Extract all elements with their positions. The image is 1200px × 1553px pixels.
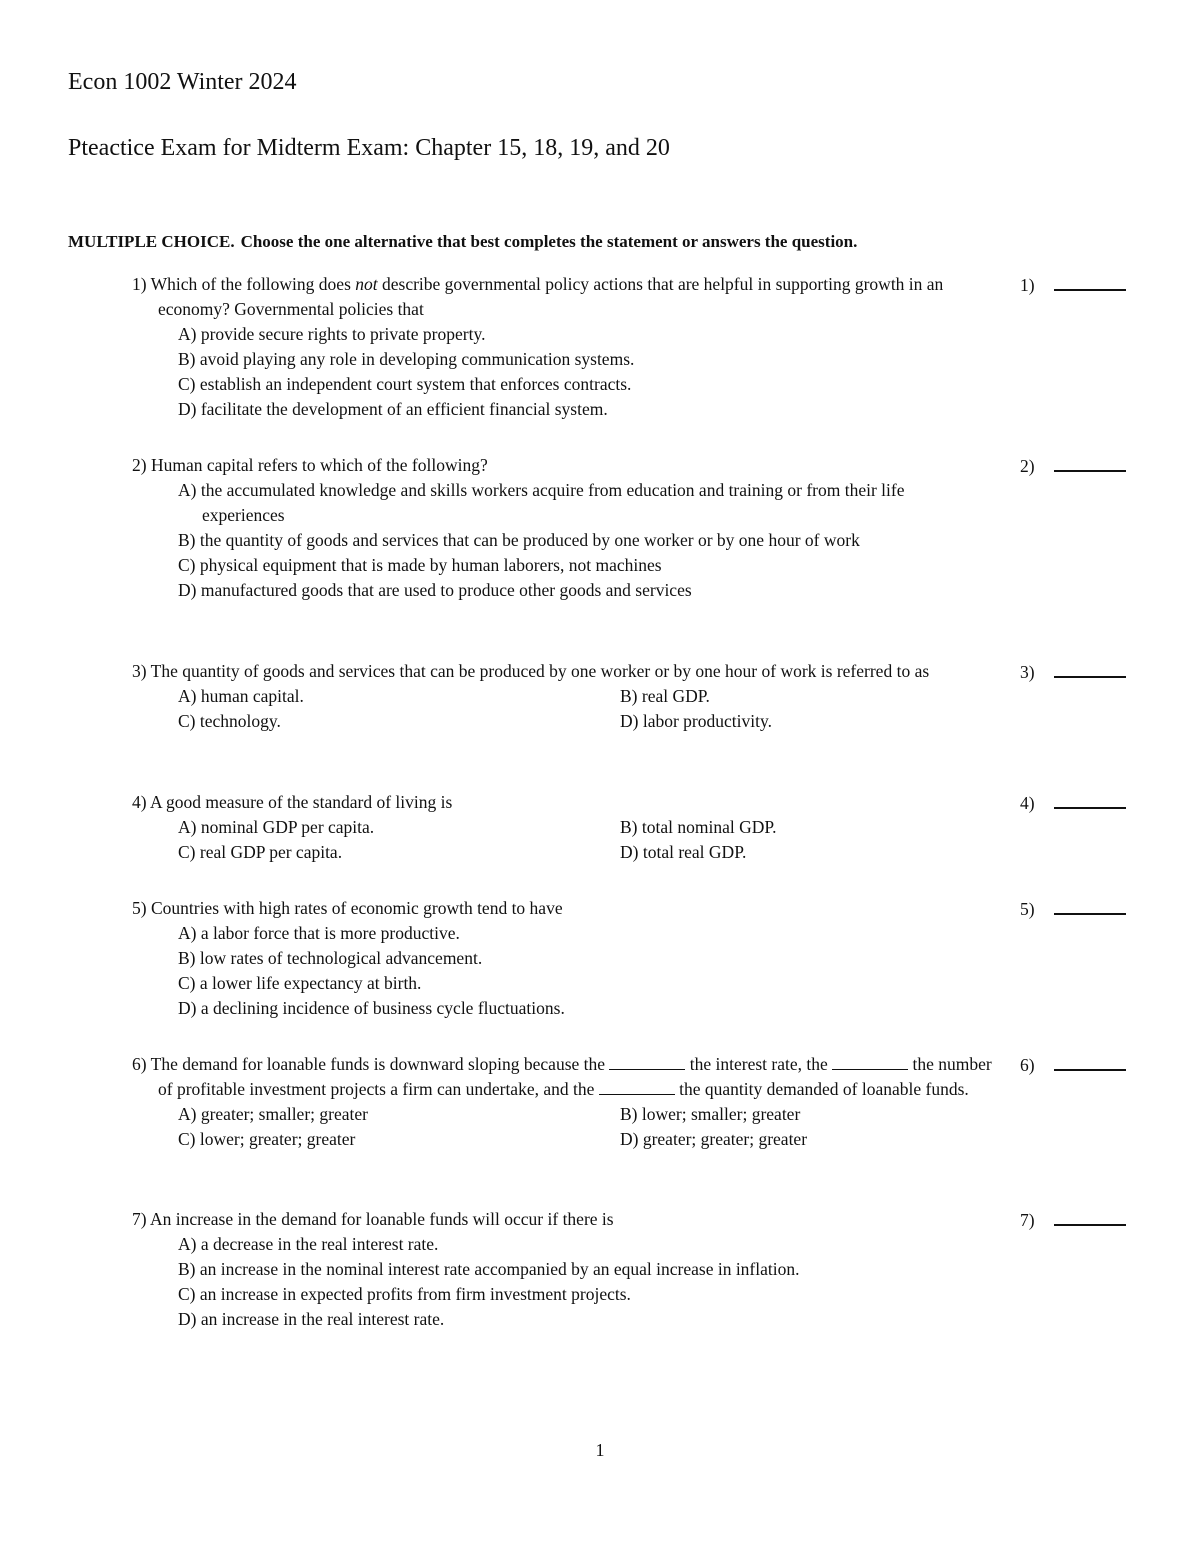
question-number: 7) [132, 1209, 147, 1229]
section-label: MULTIPLE CHOICE. [68, 232, 235, 251]
answer-blank [1020, 453, 1132, 479]
option-d: D) greater; greater; greater [620, 1129, 808, 1149]
option-b: B) low rates of technological advancement. [178, 948, 483, 968]
fill-blank [599, 1079, 675, 1095]
question-3 [132, 659, 1132, 734]
answer-line[interactable] [1054, 453, 1126, 472]
question-4 [132, 790, 1132, 865]
option-b: B) the quantity of goods and services that can be produced by one worker or by one hour of work [178, 530, 860, 550]
question-number: 2) [132, 455, 147, 475]
option-a: A) provide secure rights to private property. [178, 324, 486, 344]
answer-number: 4) [1020, 793, 1035, 813]
option-b: B) lower; smaller; greater [620, 1104, 801, 1124]
option-d: D) an increase in the real interest rate. [178, 1309, 445, 1329]
option-c: C) lower; greater; greater [178, 1129, 356, 1149]
options-grid [132, 1102, 1132, 1152]
option-d: D) labor productivity. [620, 711, 772, 731]
question-6 [132, 1052, 1132, 1152]
answer-number: 5) [1020, 899, 1035, 919]
question-5 [132, 896, 1132, 1021]
option-c: C) establish an independent court system that enforces contracts. [178, 374, 632, 394]
answer-blank [1020, 1207, 1132, 1233]
options-list [132, 322, 982, 422]
options-list [132, 1232, 982, 1332]
page-number: 1 [595, 1440, 605, 1460]
option-a: A) a labor force that is more productive. [178, 923, 460, 943]
section-instructions [68, 231, 857, 253]
option-c: C) real GDP per capita. [178, 842, 343, 862]
question-stem: 1) Which of the following does not describe governmental policy actions that are helpful in supporting growth in an economy? Governmental policies that [132, 274, 944, 319]
question-stem: 4) A good measure of the standard of living is [132, 792, 453, 812]
answer-number: 7) [1020, 1210, 1035, 1230]
question-number: 6) [132, 1054, 147, 1074]
question-number: 4) [132, 792, 147, 812]
answer-blank [1020, 790, 1132, 816]
answer-line[interactable] [1054, 896, 1126, 915]
question-stem: 7) An increase in the demand for loanable funds will occur if there is [132, 1209, 614, 1229]
option-d: D) a declining incidence of business cycle fluctuations. [178, 998, 565, 1018]
option-c: C) an increase in expected profits from firm investment projects. [178, 1284, 631, 1304]
option-b: B) real GDP. [620, 686, 710, 706]
section-directions: Choose the one alternative that best completes the statement or answers the question. [240, 232, 858, 251]
question-stem: 2) Human capital refers to which of the following? [132, 455, 488, 475]
answer-blank [1020, 272, 1132, 298]
option-a: A) greater; smaller; greater [178, 1104, 368, 1124]
option-a: A) a decrease in the real interest rate. [178, 1234, 439, 1254]
answer-line[interactable] [1054, 790, 1126, 809]
options-grid [132, 684, 1132, 734]
option-a: A) human capital. [178, 686, 304, 706]
option-a: A) the accumulated knowledge and skills workers acquire from education and training or from their life experiences [178, 480, 905, 525]
option-b: B) an increase in the nominal interest rate accompanied by an equal increase in inflation. [178, 1259, 800, 1279]
option-d: D) manufactured goods that are used to produce other goods and services [178, 580, 692, 600]
option-a: A) nominal GDP per capita. [178, 817, 375, 837]
question-number: 1) [132, 274, 147, 294]
fill-blank [832, 1054, 908, 1070]
question-1 [132, 272, 1132, 422]
option-c: C) a lower life expectancy at birth. [178, 973, 422, 993]
question-stem: 6) The demand for loanable funds is downward sloping because the the interest rate, the the number of profitable investment projects a firm can undertake, and the the quantity demanded of loanable funds. [132, 1054, 992, 1099]
emphasis: not [355, 274, 378, 294]
options-list [132, 478, 982, 603]
question-2 [132, 453, 1132, 603]
fill-blank [609, 1054, 685, 1070]
option-c: C) physical equipment that is made by human laborers, not machines [178, 555, 662, 575]
option-d: D) total real GDP. [620, 842, 747, 862]
answer-line[interactable] [1054, 272, 1126, 291]
option-b: B) total nominal GDP. [620, 817, 777, 837]
course-title: Econ 1002 Winter 2024 [68, 69, 297, 95]
answer-blank [1020, 1052, 1132, 1078]
answer-number: 2) [1020, 456, 1035, 476]
answer-number: 1) [1020, 275, 1035, 295]
option-b: B) avoid playing any role in developing communication systems. [178, 349, 635, 369]
question-7 [132, 1207, 1132, 1332]
option-c: C) technology. [178, 711, 281, 731]
question-number: 5) [132, 898, 147, 918]
question-stem: 5) Countries with high rates of economic growth tend to have [132, 898, 563, 918]
options-list [132, 921, 982, 1021]
answer-blank [1020, 896, 1132, 922]
answer-blank [1020, 659, 1132, 685]
answer-line[interactable] [1054, 1207, 1126, 1226]
answer-line[interactable] [1054, 659, 1126, 678]
answer-number: 3) [1020, 662, 1035, 682]
question-number: 3) [132, 661, 147, 681]
answer-line[interactable] [1054, 1052, 1126, 1071]
question-stem: 3) The quantity of goods and services that can be produced by one worker or by one hour of work is referred to as [132, 661, 930, 681]
exam-title: Pteactice Exam for Midterm Exam: Chapter 15, 18, 19, and 20 [68, 135, 670, 161]
option-d: D) facilitate the development of an efficient financial system. [178, 399, 608, 419]
answer-number: 6) [1020, 1055, 1035, 1075]
options-grid [132, 815, 1132, 865]
